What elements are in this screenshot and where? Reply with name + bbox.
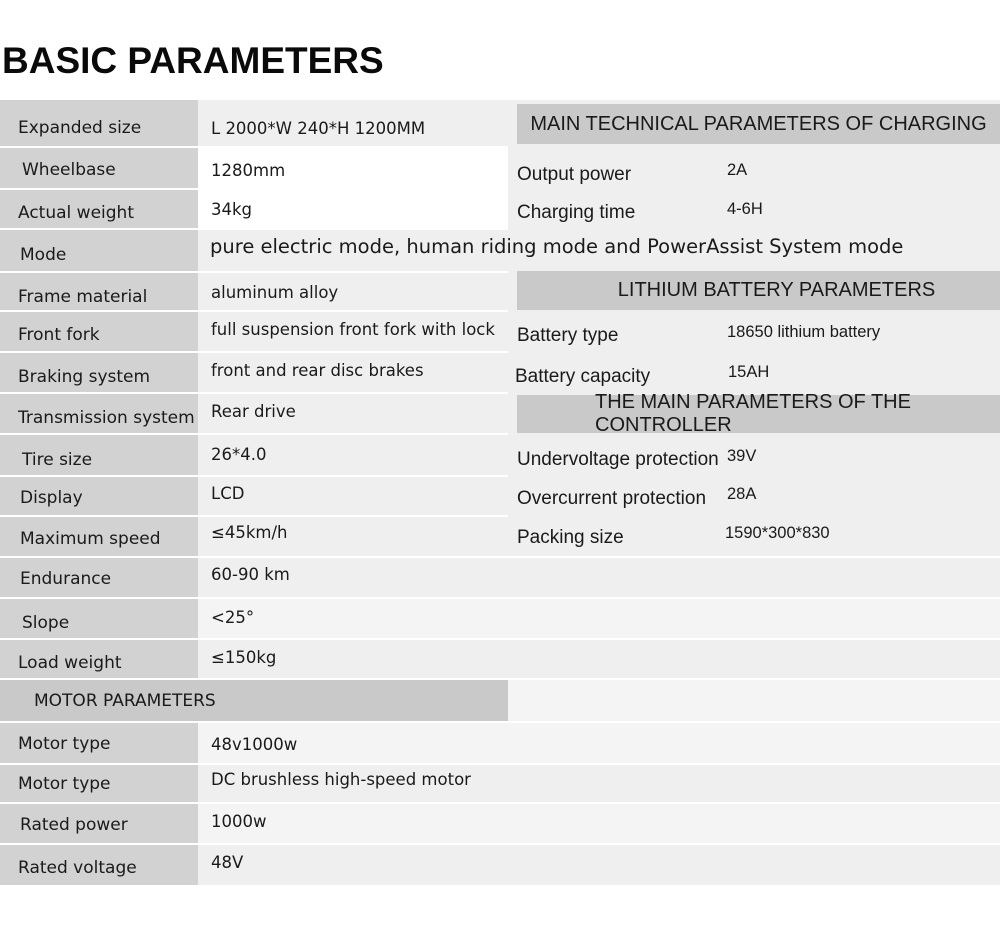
label-tire-size: Tire size	[0, 435, 198, 475]
value-transmission-system: Rear drive	[198, 394, 508, 433]
label-braking-system: Braking system	[0, 353, 198, 392]
label-overcurrent-protection: Overcurrent protection	[517, 488, 707, 509]
label-wheelbase: Wheelbase	[0, 148, 198, 188]
value-slope: <25°	[198, 599, 1000, 638]
value-maximum-speed: ≤45km/h	[198, 517, 508, 556]
page-title: BASIC PARAMETERS	[2, 40, 384, 81]
label-front-fork: Front fork	[0, 312, 198, 351]
label-load-weight: Load weight	[0, 640, 198, 678]
label-maximum-speed: Maximum speed	[0, 517, 198, 556]
value-rated-power: 1000w	[198, 804, 1000, 843]
label-motor-type-2: Motor type	[0, 765, 198, 802]
label-display: Display	[0, 477, 198, 515]
value-battery-capacity: 15AH	[728, 363, 770, 381]
value-mode: pure electric mode, human riding mode and PowerAssist System mode	[198, 230, 1000, 271]
value-motor-type: 48v1000w	[198, 723, 1000, 763]
value-endurance: 60-90 km	[198, 558, 1000, 597]
value-expanded-size: L 2000*W 240*H 1200MM	[198, 100, 508, 146]
motor-right-bg	[508, 680, 1000, 721]
label-slope: Slope	[0, 599, 198, 638]
label-rated-power: Rated power	[0, 804, 198, 843]
value-overcurrent-protection: 28A	[727, 485, 757, 503]
value-load-weight: ≤150kg	[198, 640, 1000, 678]
label-mode: Mode	[0, 230, 198, 271]
value-undervoltage-protection: 39V	[727, 447, 757, 465]
label-actual-weight: Actual weight	[0, 190, 198, 228]
value-frame-material: aluminum alloy	[198, 273, 508, 310]
value-output-power: 2A	[727, 161, 748, 179]
value-wheelbase: 1280mm	[211, 161, 286, 180]
value-display: LCD	[198, 477, 508, 515]
label-frame-material: Frame material	[0, 273, 198, 310]
battery-heading: LITHIUM BATTERY PARAMETERS	[517, 271, 1000, 310]
value-front-fork: full suspension front fork with lock	[198, 312, 508, 351]
value-motor-type-2: DC brushless high-speed motor	[198, 765, 1000, 802]
label-output-power: Output power	[517, 164, 632, 185]
motor-parameters-heading: MOTOR PARAMETERS	[0, 680, 508, 721]
value-rated-voltage: 48V	[198, 845, 1000, 885]
label-packing-size: Packing size	[517, 527, 624, 548]
value-charging-time: 4-6H	[727, 200, 763, 218]
label-transmission-system: Transmission system	[0, 394, 198, 433]
label-battery-type: Battery type	[517, 325, 619, 346]
value-braking-system: front and rear disc brakes	[198, 353, 508, 392]
value-packing-size: 1590*300*830	[725, 524, 830, 542]
label-endurance: Endurance	[0, 558, 198, 597]
label-charging-time: Charging time	[517, 202, 636, 223]
charging-heading: MAIN TECHNICAL PARAMETERS OF CHARGING	[517, 104, 1000, 144]
label-rated-voltage: Rated voltage	[0, 845, 198, 885]
label-motor-type: Motor type	[0, 723, 198, 763]
controller-heading: THE MAIN PARAMETERS OF THE CONTROLLER	[517, 395, 1000, 433]
label-undervoltage-protection: Undervoltage protection	[517, 449, 719, 470]
value-tire-size: 26*4.0	[198, 435, 508, 475]
label-battery-capacity: Battery capacity	[515, 366, 651, 387]
value-battery-type: 18650 lithium battery	[727, 323, 881, 341]
value-actual-weight: 34kg	[211, 200, 253, 219]
label-expanded-size: Expanded size	[0, 100, 198, 146]
